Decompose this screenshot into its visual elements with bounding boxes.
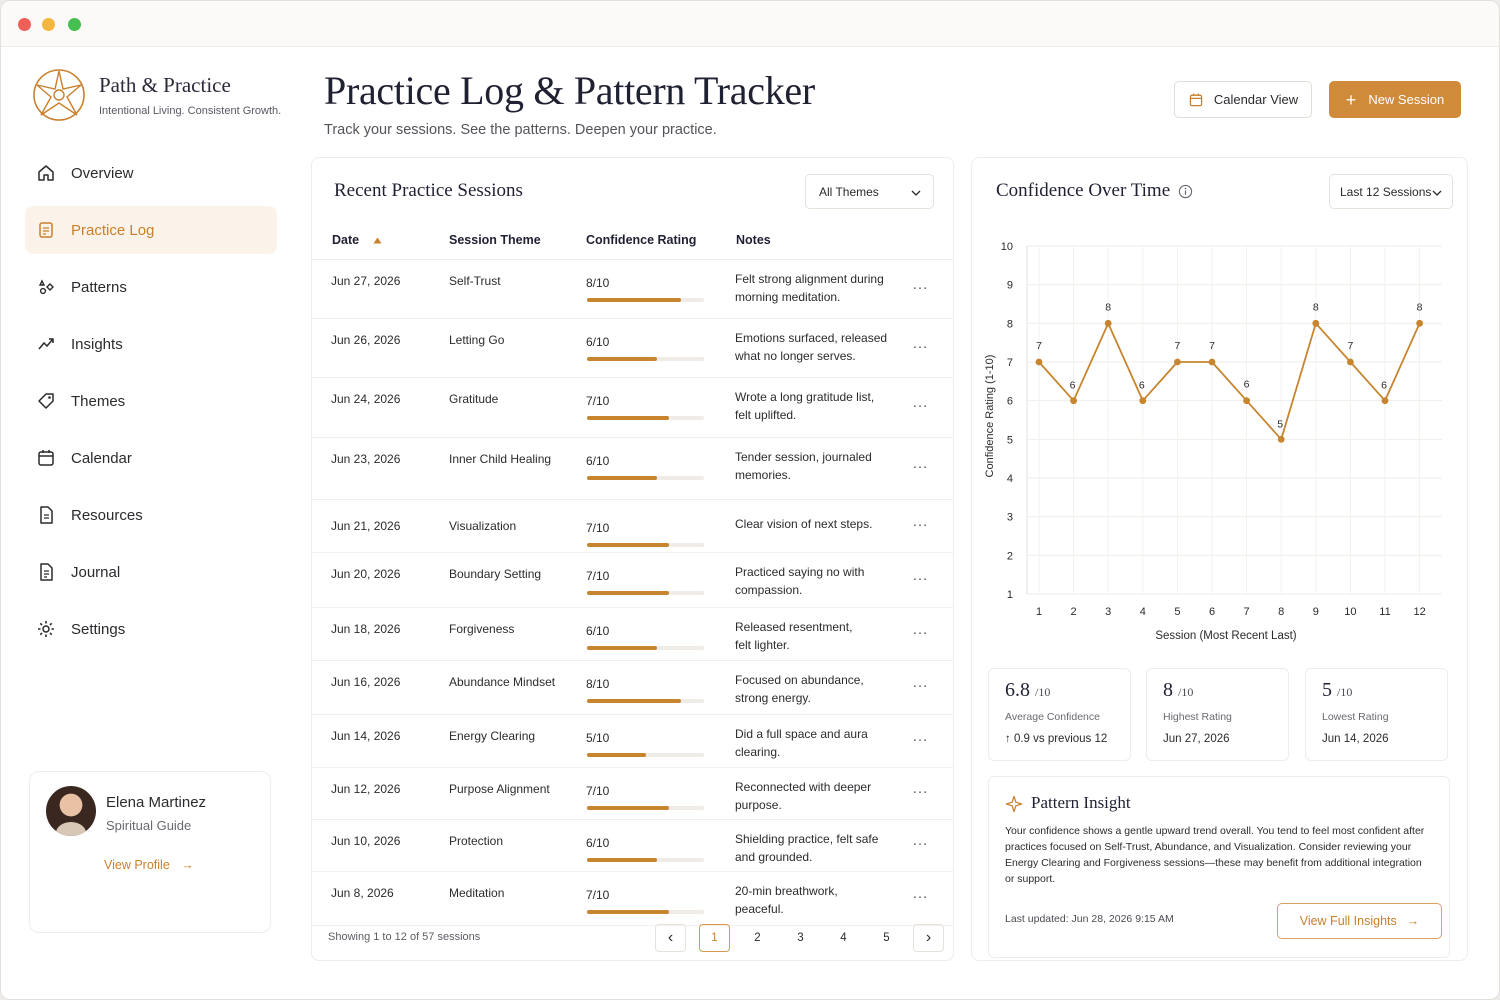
data-point <box>1278 436 1285 443</box>
session-note-line: and grounded. <box>735 850 813 864</box>
session-note-line: Tender session, journaled <box>735 450 872 464</box>
session-note-line: Focused on abundance, <box>735 673 864 687</box>
session-note-line: Wrote a long gratitude list, <box>735 390 875 404</box>
stat-highest-label: Highest Rating <box>1163 711 1232 723</box>
data-label: 7 <box>1209 340 1215 352</box>
arrow-right-icon: → <box>181 858 194 872</box>
session-date: Jun 10, 2026 <box>331 834 401 848</box>
session-theme: Self-Trust <box>449 274 501 288</box>
calendar-icon <box>1188 92 1204 108</box>
table-row[interactable] <box>312 820 953 872</box>
column-notes[interactable]: Notes <box>736 233 771 247</box>
stat-lowest-label: Lowest Rating <box>1322 711 1389 723</box>
next-page-button[interactable] <box>913 924 944 952</box>
rating-bar-fill <box>587 543 669 547</box>
table-row[interactable] <box>312 715 953 768</box>
sessions-card <box>311 157 954 961</box>
x-tick-label: 12 <box>1413 606 1426 618</box>
row-more-button[interactable]: … <box>912 674 929 691</box>
rating-bar <box>587 543 704 547</box>
table-row[interactable] <box>312 872 953 926</box>
y-tick-label: 10 <box>1000 241 1013 253</box>
stat-highest-date: Jun 27, 2026 <box>1163 733 1230 745</box>
rating-bar <box>587 699 704 703</box>
sidebar-item-label: Insights <box>71 335 123 353</box>
session-date: Jun 18, 2026 <box>331 622 401 636</box>
session-note-line: Clear vision of next steps. <box>735 516 873 531</box>
data-label: 6 <box>1069 379 1076 392</box>
y-tick-label: 7 <box>1006 357 1013 369</box>
session-rating: 7/10 <box>586 569 610 583</box>
data-label: 8 <box>1312 301 1319 314</box>
stat-average-change: ↑ 0.9 vs previous 12 <box>1005 733 1108 745</box>
session-rating: 6/10 <box>586 454 610 468</box>
gear-icon <box>35 618 57 640</box>
document-icon <box>35 504 57 526</box>
column-date[interactable] <box>332 233 382 247</box>
sidebar-item-patterns[interactable] <box>25 263 277 311</box>
session-note-line: compassion. <box>735 583 803 597</box>
new-session-button[interactable] <box>1329 81 1461 118</box>
pagination-summary: Showing 1 to 12 of 57 sessions <box>328 931 481 943</box>
x-tick-label: 11 <box>1379 606 1391 618</box>
x-tick-label: 4 <box>1139 606 1146 618</box>
view-profile-link[interactable] <box>104 858 194 872</box>
session-note <box>735 448 895 484</box>
session-rating: 7/10 <box>586 394 610 408</box>
log-icon <box>35 219 57 241</box>
session-date: Jun 20, 2026 <box>331 567 401 581</box>
session-rating: 5/10 <box>586 731 610 745</box>
session-note <box>735 725 895 761</box>
rating-bar <box>587 806 704 810</box>
table-row[interactable] <box>312 608 953 661</box>
sidebar-item-label: Practice Log <box>71 221 155 239</box>
session-rating: 7/10 <box>586 888 610 902</box>
theme-filter-value: All Themes <box>819 184 879 199</box>
data-label: 7 <box>1174 340 1181 352</box>
session-note-line: 20-min breathwork, <box>735 884 838 898</box>
view-profile-label: View Profile <box>104 858 170 872</box>
session-note <box>735 830 895 866</box>
new-session-label: New Session <box>1368 92 1445 107</box>
sidebar-item-label: Calendar <box>71 449 132 467</box>
rating-bar-fill <box>587 476 657 480</box>
rating-bar <box>587 858 704 862</box>
data-label: 6 <box>1381 379 1387 392</box>
sidebar-item-label: Settings <box>71 620 126 638</box>
table-row[interactable] <box>312 438 953 500</box>
insight-title: Pattern Insight <box>1031 793 1131 812</box>
stat-average <box>988 668 1131 761</box>
trend-icon <box>35 333 57 355</box>
y-tick-label: 5 <box>1006 434 1013 447</box>
page-4-button[interactable]: 4 <box>840 932 847 944</box>
session-date: Jun 21, 2026 <box>331 518 401 533</box>
session-theme: Visualization <box>449 518 517 533</box>
chart-title: Confidence Over Time <box>996 180 1171 201</box>
rating-bar <box>587 646 704 650</box>
rating-bar <box>587 591 704 595</box>
session-note-line: felt lighter. <box>735 638 790 652</box>
profile-role: Spiritual Guide <box>106 818 192 833</box>
theme-filter-select[interactable] <box>805 174 934 209</box>
arrow-right-icon: → <box>1406 914 1420 928</box>
sidebar-item-label: Overview <box>71 164 134 182</box>
table-row[interactable] <box>312 260 953 319</box>
session-date: Jun 24, 2026 <box>331 392 401 406</box>
session-note-line: what no longer serves. <box>735 349 856 363</box>
maximize-window-button[interactable] <box>68 18 81 31</box>
session-theme: Inner Child Healing <box>449 452 552 466</box>
sidebar-nav <box>25 149 277 662</box>
title-bar <box>1 1 1499 47</box>
session-note-line: strong energy. <box>735 691 811 705</box>
session-note-line: felt uplifted. <box>735 408 797 422</box>
page-5-button[interactable]: 5 <box>883 932 890 944</box>
y-tick-label: 4 <box>1006 473 1013 485</box>
session-note <box>735 270 895 306</box>
stat-average-value: 6.8 /10 <box>1005 679 1051 701</box>
row-more-button[interactable]: … <box>912 885 929 902</box>
session-date: Jun 8, 2026 <box>331 886 394 900</box>
pattern-insight-card <box>988 776 1450 958</box>
series-line <box>1039 323 1420 439</box>
data-point <box>1243 397 1250 404</box>
y-tick-label: 8 <box>1006 318 1013 331</box>
data-point <box>1209 359 1216 366</box>
view-full-insights-button[interactable] <box>1277 903 1442 939</box>
x-tick-label: 2 <box>1070 606 1077 618</box>
avatar <box>46 786 96 836</box>
session-rating: 6/10 <box>586 624 610 638</box>
data-point <box>1347 359 1354 366</box>
data-label: 7 <box>1347 340 1354 352</box>
sidebar-item-overview[interactable] <box>25 149 277 197</box>
table-row[interactable] <box>312 661 953 715</box>
rating-bar-fill <box>587 416 669 420</box>
sidebar-item-resources[interactable] <box>25 491 277 539</box>
rating-bar-fill <box>587 357 657 361</box>
chevron-down-icon <box>911 188 921 198</box>
stat-average-label: Average Confidence <box>1005 711 1100 723</box>
rating-bar-fill <box>587 646 657 650</box>
session-date: Jun 14, 2026 <box>331 729 401 743</box>
sidebar-item-insights[interactable] <box>25 320 277 368</box>
sort-ascending-icon <box>373 237 382 244</box>
page-subtitle: Track your sessions. See the patterns. Deepen your practice. <box>324 122 717 138</box>
page-2-button[interactable]: 2 <box>754 932 761 944</box>
row-more-button[interactable]: … <box>912 780 929 797</box>
session-note-line: Practiced saying no with <box>735 565 865 579</box>
sidebar-item-journal[interactable] <box>25 548 277 596</box>
session-date: Jun 26, 2026 <box>331 333 401 347</box>
row-more-button[interactable]: … <box>912 566 929 584</box>
rating-bar <box>587 910 704 914</box>
x-tick-label: 1 <box>1035 606 1043 618</box>
row-more-button[interactable]: … <box>912 394 929 411</box>
session-rating: 8/10 <box>586 677 610 691</box>
rating-bar <box>587 298 704 302</box>
row-more-button[interactable]: … <box>912 455 929 472</box>
session-date: Jun 27, 2026 <box>331 274 401 288</box>
sidebar-item-calendar[interactable] <box>25 434 277 482</box>
table-row[interactable] <box>312 319 953 378</box>
session-note-line: memories. <box>735 468 792 482</box>
rating-bar <box>587 753 704 757</box>
data-label: 8 <box>1416 301 1423 314</box>
y-tick-label: 3 <box>1006 511 1013 524</box>
home-icon <box>35 162 57 184</box>
rating-bar-fill <box>587 699 681 703</box>
session-theme: Gratitude <box>449 392 499 406</box>
brand-tagline: Intentional Living. Consistent Growth. <box>99 105 282 117</box>
x-tick-label: 9 <box>1312 606 1319 618</box>
stat-lowest-date: Jun 14, 2026 <box>1322 733 1389 745</box>
row-more-button[interactable]: … <box>912 832 929 849</box>
confidence-card <box>971 157 1468 961</box>
session-date: Jun 12, 2026 <box>331 782 401 796</box>
table-row[interactable] <box>312 378 953 438</box>
brand-logo-icon <box>31 67 87 123</box>
data-label: 7 <box>1036 340 1042 352</box>
data-label: 5 <box>1277 418 1284 431</box>
brand-name: Path & Practice <box>99 73 231 97</box>
data-label: 6 <box>1243 378 1250 391</box>
session-theme: Letting Go <box>449 333 505 347</box>
x-tick-label: 7 <box>1243 606 1250 618</box>
table-header <box>312 222 953 260</box>
column-theme[interactable]: Session Theme <box>449 233 541 247</box>
confidence-line-chart <box>972 158 1469 658</box>
session-note-line: Did a full space and aura <box>735 727 868 741</box>
sidebar-item-label: Themes <box>71 392 126 410</box>
session-rating: 7/10 <box>586 520 610 535</box>
session-theme: Energy Clearing <box>449 729 536 743</box>
session-note <box>735 563 895 599</box>
y-axis-label: Confidence Rating (1-10) <box>984 354 996 478</box>
session-date: Jun 16, 2026 <box>331 675 401 689</box>
session-note <box>735 329 895 365</box>
session-note-line: Emotions surfaced, released <box>735 331 888 345</box>
stat-highest-value: 8 /10 <box>1163 679 1194 701</box>
rating-bar-fill <box>587 806 669 810</box>
sessions-title: Recent Practice Sessions <box>334 180 523 201</box>
data-label: 8 <box>1105 301 1112 314</box>
table-row[interactable] <box>312 768 953 820</box>
prev-page-button[interactable] <box>655 924 686 952</box>
session-note-line: Shielding practice, felt safe <box>735 832 879 846</box>
session-note-line: Reconnected with deeper <box>735 780 872 794</box>
page-3-button[interactable]: 3 <box>797 932 804 944</box>
insight-body: Your confidence shows a gentle upward trend overall. You tend to feel most confident after practices focused on Self-Trust, Abundance, and Visualization. Consider reviewing your Energy Clearing and Forgiveness sessions—these may benefit from additional integration or support. <box>1005 825 1425 885</box>
x-tick-label: 5 <box>1174 606 1181 618</box>
sidebar <box>1 47 291 1000</box>
data-point <box>1416 320 1423 327</box>
session-note-line: morning meditation. <box>735 290 841 304</box>
session-note <box>735 778 895 814</box>
row-more-button[interactable]: … <box>912 275 929 293</box>
y-tick-label: 6 <box>1006 395 1013 408</box>
journal-icon <box>35 561 57 583</box>
x-tick-label: 10 <box>1344 606 1357 618</box>
stat-highest <box>1146 668 1289 761</box>
x-tick-label: 3 <box>1105 606 1112 618</box>
session-theme: Protection <box>449 834 504 848</box>
data-point <box>1382 397 1389 404</box>
sparkle-icon <box>1005 795 1023 813</box>
data-point <box>1139 397 1146 404</box>
session-note <box>735 882 895 918</box>
x-tick-label: 8 <box>1278 606 1285 618</box>
data-point <box>1312 320 1319 327</box>
session-theme: Purpose Alignment <box>449 782 550 796</box>
session-note-line: purpose. <box>735 798 782 812</box>
sidebar-item-label: Patterns <box>71 278 127 296</box>
session-theme: Forgiveness <box>449 622 515 636</box>
session-date: Jun 23, 2026 <box>331 452 401 466</box>
sidebar-item-settings[interactable] <box>25 605 277 653</box>
session-rating: 6/10 <box>586 836 610 850</box>
column-rating[interactable]: Confidence Rating <box>586 233 697 247</box>
sidebar-item-practice-log[interactable] <box>25 206 277 254</box>
x-axis-label: Session (Most Recent Last) <box>1155 630 1297 642</box>
y-tick-label: 2 <box>1006 550 1013 563</box>
y-tick-label: 1 <box>1006 589 1013 601</box>
table-row[interactable] <box>312 553 953 608</box>
rating-bar <box>587 416 704 420</box>
sidebar-item-label: Journal <box>71 563 121 581</box>
chevron-right-icon: › <box>925 929 932 946</box>
sidebar-item-themes[interactable] <box>25 377 277 425</box>
session-note-line: Released resentment, <box>735 620 853 634</box>
view-full-insights-label: View Full Insights <box>1299 914 1397 928</box>
session-note <box>735 671 895 707</box>
session-rating: 6/10 <box>586 335 610 349</box>
column-date-label: Date <box>332 233 360 247</box>
calendar-view-label: Calendar View <box>1213 92 1299 107</box>
stat-lowest <box>1305 668 1448 761</box>
data-point <box>1174 359 1181 366</box>
session-note <box>735 388 895 424</box>
session-rating: 7/10 <box>586 784 610 798</box>
data-label: 6 <box>1138 379 1145 392</box>
data-point <box>1070 397 1077 404</box>
page-title: Practice Log & Pattern Tracker <box>324 68 815 113</box>
session-note <box>735 618 895 654</box>
session-theme: Boundary Setting <box>449 567 542 581</box>
y-tick-label: 9 <box>1006 279 1013 292</box>
row-more-button[interactable]: … <box>912 512 929 530</box>
plus-icon: + <box>1345 89 1357 110</box>
rating-bar-fill <box>587 591 669 595</box>
insight-updated: Last updated: Jun 28, 2026 9:15 AM <box>1005 913 1174 925</box>
table-row[interactable] <box>312 500 953 553</box>
row-more-button[interactable]: … <box>912 727 929 745</box>
session-note-line: Felt strong alignment during <box>735 272 884 286</box>
rating-bar-fill <box>587 753 646 757</box>
session-theme: Meditation <box>449 886 505 900</box>
profile-card <box>29 771 271 933</box>
row-more-button[interactable]: … <box>912 334 929 352</box>
session-note-line: peaceful. <box>735 902 784 916</box>
x-tick-label: 6 <box>1208 606 1216 618</box>
session-rating: 8/10 <box>586 276 610 290</box>
calendar-view-button[interactable] <box>1174 81 1312 118</box>
session-note <box>735 515 895 533</box>
rating-bar-fill <box>587 298 681 302</box>
minimize-window-button[interactable] <box>42 18 55 31</box>
rating-bar-fill <box>587 910 669 914</box>
row-more-button[interactable]: … <box>912 620 929 638</box>
stat-lowest-value: 5 /10 <box>1322 679 1353 701</box>
data-point <box>1105 320 1112 327</box>
sidebar-item-label: Resources <box>71 506 143 524</box>
tag-icon <box>35 390 57 412</box>
rating-bar-fill <box>587 858 657 862</box>
data-point <box>1036 359 1043 366</box>
rating-bar <box>587 357 704 361</box>
close-window-button[interactable] <box>18 18 31 31</box>
page-1-button[interactable]: 1 <box>699 924 730 952</box>
session-theme: Abundance Mindset <box>449 675 556 689</box>
chevron-left-icon: ‹ <box>667 929 674 946</box>
calendar-icon <box>35 447 57 469</box>
patterns-icon <box>35 276 57 298</box>
rating-bar <box>587 476 704 480</box>
session-note-line: clearing. <box>735 745 781 759</box>
brand <box>31 67 291 127</box>
profile-name: Elena Martinez <box>106 794 207 811</box>
range-select-value: Last 12 Sessions <box>1340 184 1432 199</box>
